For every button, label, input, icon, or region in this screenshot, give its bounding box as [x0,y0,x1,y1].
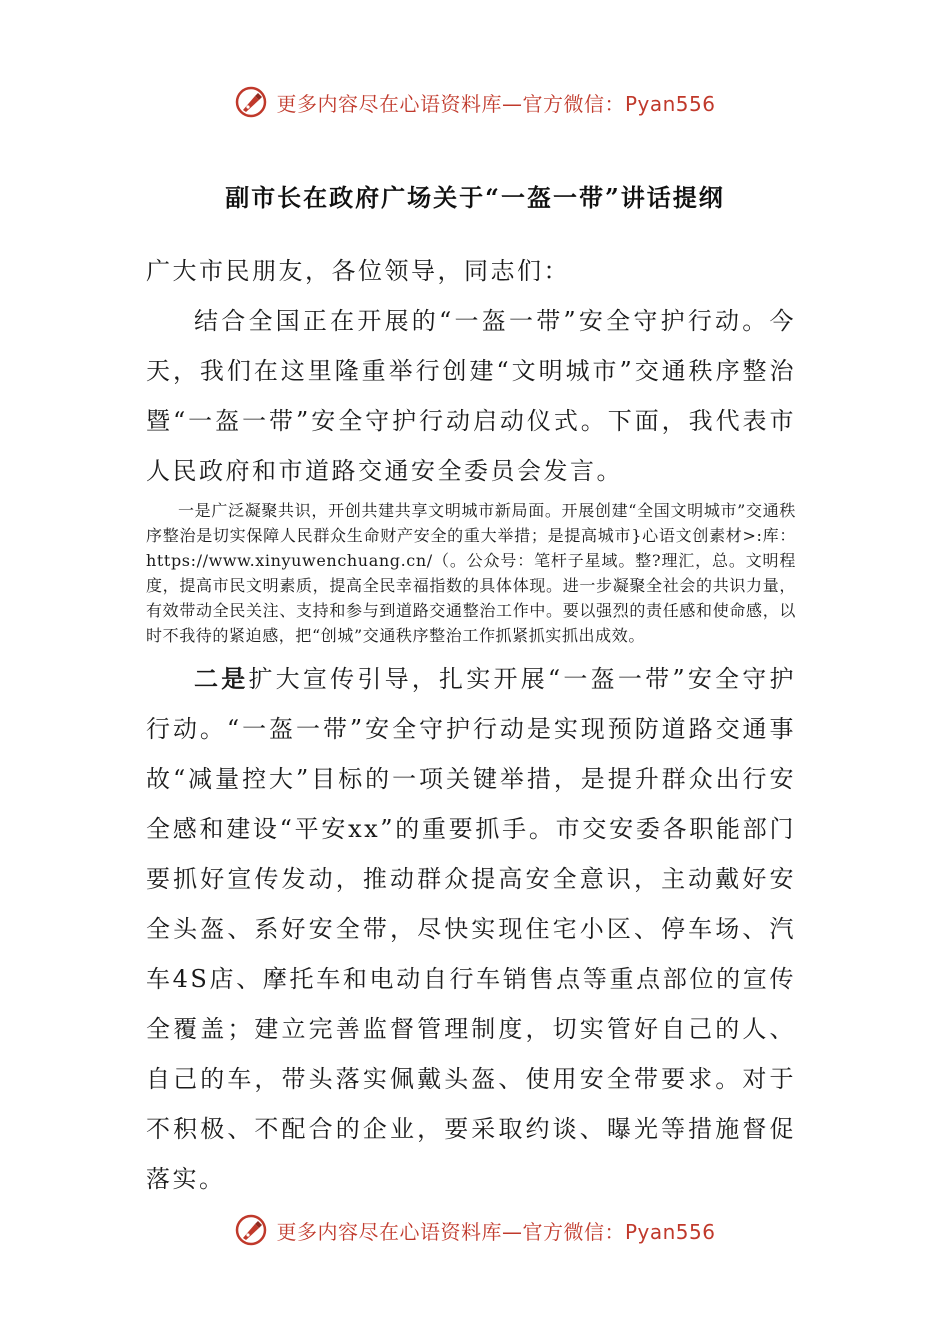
banner-text: 更多内容尽在心语资料库—官方微信：Pyan556 [276,91,716,116]
paragraph-3 [146,654,796,1204]
footer-banner [0,1210,950,1250]
banner-text: 更多内容尽在心语资料库—官方微信：Pyan556 [276,1219,716,1244]
paragraph-3-lead: 二是 [194,664,249,693]
paragraph-1: 结合全国正在开展的“一盔一带”安全守护行动。今天，我们在这里隆重举行创建“文明城市”交通秩序整治暨“一盔一带”安全守护行动启动仪式。下面，我代表市人民政府和市道路交通安全委员会发言。 [146,307,796,485]
document-body [146,246,796,1204]
header-banner [0,82,950,122]
paragraph-2: 一是广泛凝聚共识，开创共建共享文明城市新局面。开展创建“全国文明城市”交通秩序整治是切实保障人民群众生命财产安全的重大举措；是提高城市}心语文创素材>:库：https://www.xinyuwenchuang.cn/（。公众号：笔杆子星域。整?理汇，总。文明程度，提高市民文明素质，提高全民幸福指数的具体体现。进一步凝聚全社会的共识力量，有效带动全民关注、支持和参与到道路交通整治工作中。要以强烈的责任感和使命感，以时不我待的紧迫感，把“创城”交通秩序整治工作抓紧抓实抓出成效。 [146,501,796,645]
pen-nib-icon [234,85,268,119]
pen-nib-icon [234,1213,268,1247]
document-title: 副市长在政府广场关于“一盔一带”讲话提纲 [225,183,725,212]
salutation: 广大市民朋友，各位领导，同志们： [146,257,570,285]
paragraph-3-body: 扩大宣传引导，扎实开展“一盔一带”安全守护行动。“一盔一带”安全守护行动是实现预防道路交通事故“减量控大”目标的一项关键举措，是提升群众出行安全感和建设“平安xx”的重要抓手。市交安委各职能部门要抓好宣传发动，推动群众提高安全意识，主动戴好安全头盔、系好安全带，尽快实现住宅小区、停车场、汽车4S店、摩托车和电动自行车销售点等重点部位的宣传全覆盖；建立完善监督管理制度，切实管好自己的人、自己的车，带头落实佩戴头盔、使用安全带要求。对于不积极、不配合的企业，要采取约谈、曝光等措施督促落实。 [146,665,796,1193]
